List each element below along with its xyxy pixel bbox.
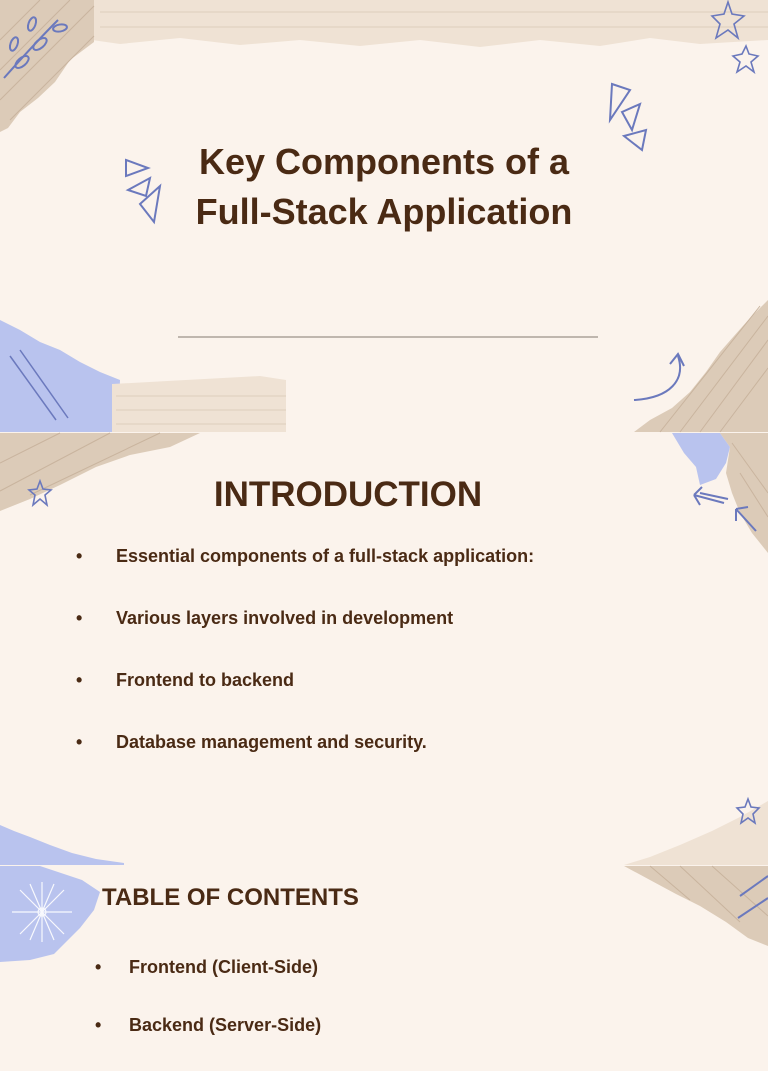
toc-list	[95, 955, 321, 1071]
slide-title-line-2: Full-Stack Application	[195, 191, 573, 232]
list-item: • Essential components of a full-stack application:	[76, 546, 535, 566]
table-of-contents-slide	[0, 866, 768, 1035]
title-slide	[0, 0, 768, 432]
curved-arrow-icon	[634, 354, 684, 400]
section-heading: INTRODUCTION	[213, 475, 483, 514]
list-item: • Frontend (Client-Side)	[95, 957, 318, 977]
list-item: • Database management and security.	[76, 732, 427, 752]
flower-icon	[12, 882, 72, 942]
list-item: • Various layers involved in development	[76, 608, 454, 628]
introduction-slide	[0, 433, 768, 865]
torn-paper-decoration-bottom	[0, 433, 768, 865]
slide-title-line-1: Key Components of a	[198, 141, 570, 182]
title-divider	[178, 336, 598, 338]
section-heading: TABLE OF CONTENTS	[102, 884, 359, 911]
list-item: • Frontend to backend	[76, 670, 295, 690]
list-item: • Backend (Server-Side)	[95, 1015, 322, 1035]
